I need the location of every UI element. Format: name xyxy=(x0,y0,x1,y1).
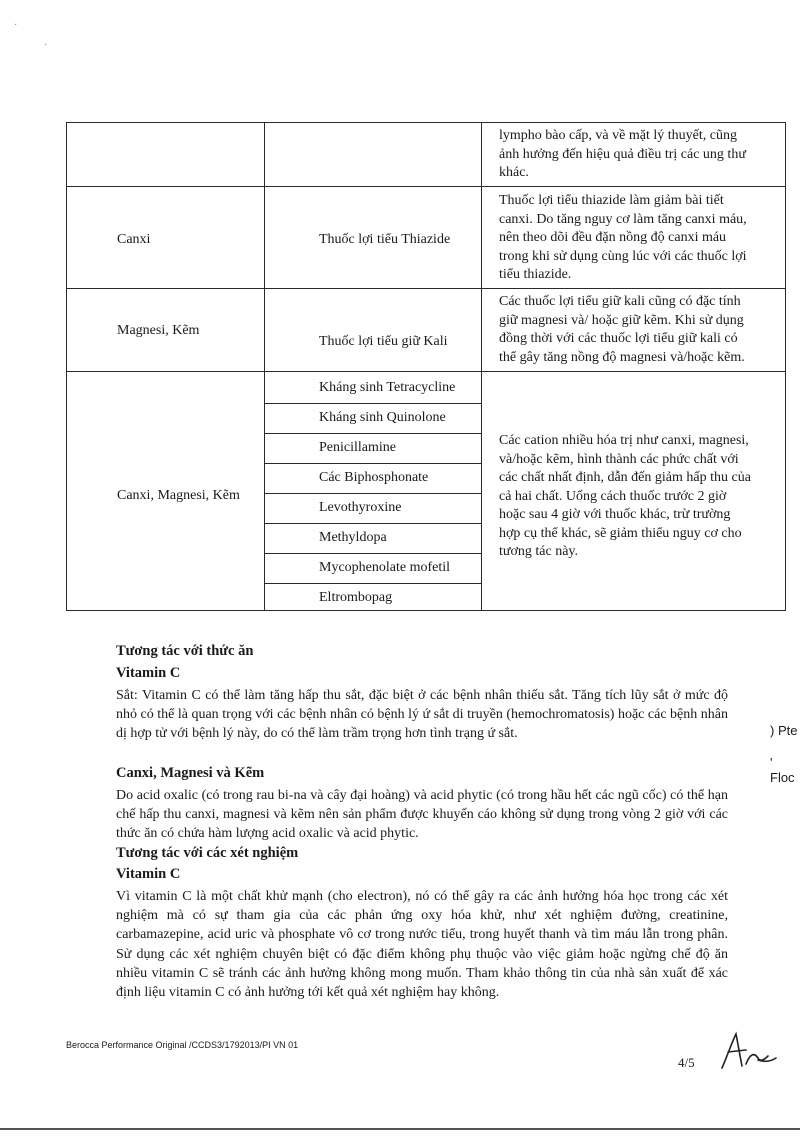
row3-drug-item: Các Biphosphonate xyxy=(319,470,429,485)
row3-drug-item: Mycophenolate mofetil xyxy=(319,560,451,575)
row3-effect: Các cation nhiều hóa trị như canxi, magnesi, và/hoặc kẽm, hình thành các phức chất với các chất nhất định, dẫn đến giảm hấp thu của cả hai chất. Uống cách thuốc trước 2 giờ hoặc sau 4 giờ với thuốc khác, trừ trường hợp cụ thể khác, sẽ giảm thiểu nguy cơ cho tương tác này. xyxy=(499,433,751,559)
document-page: · · lympho bào cấp, và về mặt lý thuyết, cũng ảnh hưởng đến hiệu quả điều trị các ung thư khác. Canxi Thuốc lợi tiểu Thiazide Thuốc lợi tiểu thiazide làm giảm bài tiết canxi. Do tăng nguy cơ làm tăng canxi máu, nên theo dõi đều đặn nồng độ canxi máu trong khi sử dụng cùng lúc với các thuốc lợi tiểu thiazide. Magnesi, Kẽm Thuốc lợi tiểu giữ Kali Các thuốc lợi tiểu giữ kali cũng có đặc tính giữ magnesi và/ hoặc giữ kẽm. Khi sử dụng đồng thời với các thuốc lợi tiểu giữ kali có thể gây tăng nồng độ magnesi và/hoặc kẽm. Canxi, Magnesi, Kẽm Kháng sinh Tetracycline Kháng sinh Quinolone Penicillamine Các Biphosphonate Levothyroxine Methyldopa Mycophenolate mofetil Eltrombopag Các cation nhiều hóa trị như canxi, magnesi, và/hoặc kẽm, hình thành các phức chất với các chất nhất định, dẫn đến giảm hấp thu của cả hai chất. Uống cách thuốc trước 2 giờ hoặc sau 4 giờ với thuốc khác, trừ trường hợp cụ thể khác, sẽ giảm thiểu nguy cơ cho tương tác này. Tương tác với thức ăn Vitamin C Sắt: Vitamin C có thể làm tăng hấp thu sắt, đặc biệt ở các bệnh nhân thiếu sắt. Tăng tích lũy sắt ở mức độ nhỏ có thể là quan trọng với các bệnh nhân có bệnh lý ứ sắt di truyền (hemochromatosis) hoặc các bệnh nhân dị hợp tử với bệnh lý này, do có thể làm trầm trọng hơn tình trạng ứ sắt. Canxi, Magnesi và Kẽm Do acid oxalic (có trong rau bi-na và cây đại hoàng) và acid phytic (có trong hầu hết các ngũ cốc) có thể hạn chế hấp thu canxi, magnesi và kẽm nên sản phẩm được khuyến cáo không sử dụng trong vòng 2 giờ với các thức ăn có chứa hàm lượng acid oxalic và acid phytic. Tương tác với các xét nghiệm Vitamin C Vì vitamin C là một chất khử mạnh (cho electron), nó có thể gây ra các ảnh hưởng hóa học trong các xét nghiệm mà có sự tham gia của các phản ứng oxy hóa khử, như xét nghiệm đường, creatinine, carbamazepine, acid uric và phosphate vô cơ trong nước tiểu, trong huyết thanh và tìm máu lẫn trong phân. Sử dụng các xét nghiệm chuyên biệt có đặc điểm không phụ thuộc vào việc giảm hoặc ngừng chế độ ăn nhiều vitamin C sẽ tránh các ảnh hưởng không mong muốn. Tham khảo thông tin của nhà sản xuất để xác định liệu vitamin C có ảnh hưởng tới kết quả xét nghiệm hay không. Berocca Performance Original /CCDS3/1792013/PI VN 01 4/5 ) Pte ' Floc xyxy=(0,0,800,1136)
row1-drug: Thuốc lợi tiểu Thiazide xyxy=(319,232,451,247)
row3-drug-item: Levothyroxine xyxy=(319,500,402,515)
side-fragment-1: ) Pte xyxy=(770,723,798,738)
row1-mineral: Canxi xyxy=(117,232,151,247)
vitamin-c-lab-paragraph: Vì vitamin C là một chất khử mạnh (cho electron), nó có thể gây ra các ảnh hưởng hóa học trong các xét nghiệm mà có sự tham gia của các phản ứng oxy hóa khử, như xét nghiệm đường, creatinine, carbamazepine, acid uric và phosphate vô cơ trong nước tiểu, trong huyết thanh và tìm máu lẫn trong phân. Sử dụng các xét nghiệm chuyên biệt có đặc điểm không phụ thuộc vào việc giảm hoặc ngừng chế độ ăn nhiều vitamin C sẽ tránh các ảnh hưởng không mong muốn. Tham khảo thông tin của nhà sản xuất để xác định liệu vitamin C có ảnh hưởng tới kết quả xét nghiệm hay không. xyxy=(116,889,728,1001)
row3-mineral: Canxi, Magnesi, Kẽm xyxy=(117,488,240,503)
document-reference: Berocca Performance Original /CCDS3/1792013/PI VN 01 xyxy=(66,1040,299,1050)
row2-mineral: Magnesi, Kẽm xyxy=(117,323,200,338)
minerals-food-paragraph: Do acid oxalic (có trong rau bi-na và cây đại hoàng) và acid phytic (có trong hầu hết các ngũ cốc) có thể hạn chế hấp thu canxi, magnesi và kẽm nên sản phẩm được khuyến cáo không sử dụng trong vòng 2 giờ với các thức ăn có chứa hàm lượng acid oxalic và acid phytic. xyxy=(116,788,728,842)
row3-drug-item: Penicillamine xyxy=(319,440,396,455)
vitamin-c-iron-paragraph: Sắt: Vitamin C có thể làm tăng hấp thu sắt, đặc biệt ở các bệnh nhân thiếu sắt. Tăng tích lũy sắt ở mức độ nhỏ có thể là quan trọng với các bệnh nhân có bệnh lý ứ sắt di truyền (hemochromatosis) hoặc các bệnh nhân dị hợp tử với bệnh lý này, do có thể làm trầm trọng hơn tình trạng ứ sắt. xyxy=(116,688,728,742)
page-number: 4/5 xyxy=(678,1055,695,1070)
row1-effect: Thuốc lợi tiểu thiazide làm giảm bài tiết canxi. Do tăng nguy cơ làm tăng canxi máu, nên theo dõi đều đặn nồng độ canxi máu trong khi sử dụng cùng lúc với các thuốc lợi tiểu thiazide. xyxy=(499,193,747,282)
vitamin-c-lab-heading: Vitamin C xyxy=(116,866,181,882)
food-interaction-heading: Tương tác với thức ăn xyxy=(116,643,254,659)
row3-drug-item: Kháng sinh Quinolone xyxy=(319,410,446,425)
row3-drug-item: Kháng sinh Tetracycline xyxy=(319,380,456,395)
row2-drug: Thuốc lợi tiểu giữ Kali xyxy=(319,334,448,349)
row3-drug-item: Eltrombopag xyxy=(319,590,393,605)
interaction-table xyxy=(66,122,786,611)
row0-effect: lympho bào cấp, và về mặt lý thuyết, cũng ảnh hưởng đến hiệu quả điều trị các ung thư khác. xyxy=(499,128,746,180)
signature-mark xyxy=(718,1030,780,1072)
row3-drug-item: Methyldopa xyxy=(319,530,387,545)
vitamin-c-heading: Vitamin C xyxy=(116,665,181,681)
lab-test-interaction-heading: Tương tác với các xét nghiệm xyxy=(116,845,299,861)
bottom-edge-line xyxy=(0,1128,800,1130)
side-fragment-2: ' Floc xyxy=(770,755,795,785)
row2-effect: Các thuốc lợi tiểu giữ kali cũng có đặc tính giữ magnesi và/ hoặc giữ kẽm. Khi sử dụng đồng thời với các thuốc lợi tiểu giữ kali có thể gây tăng nồng độ magnesi và/hoặc kẽm. xyxy=(499,294,745,365)
minerals-heading: Canxi, Magnesi và Kẽm xyxy=(116,765,265,781)
